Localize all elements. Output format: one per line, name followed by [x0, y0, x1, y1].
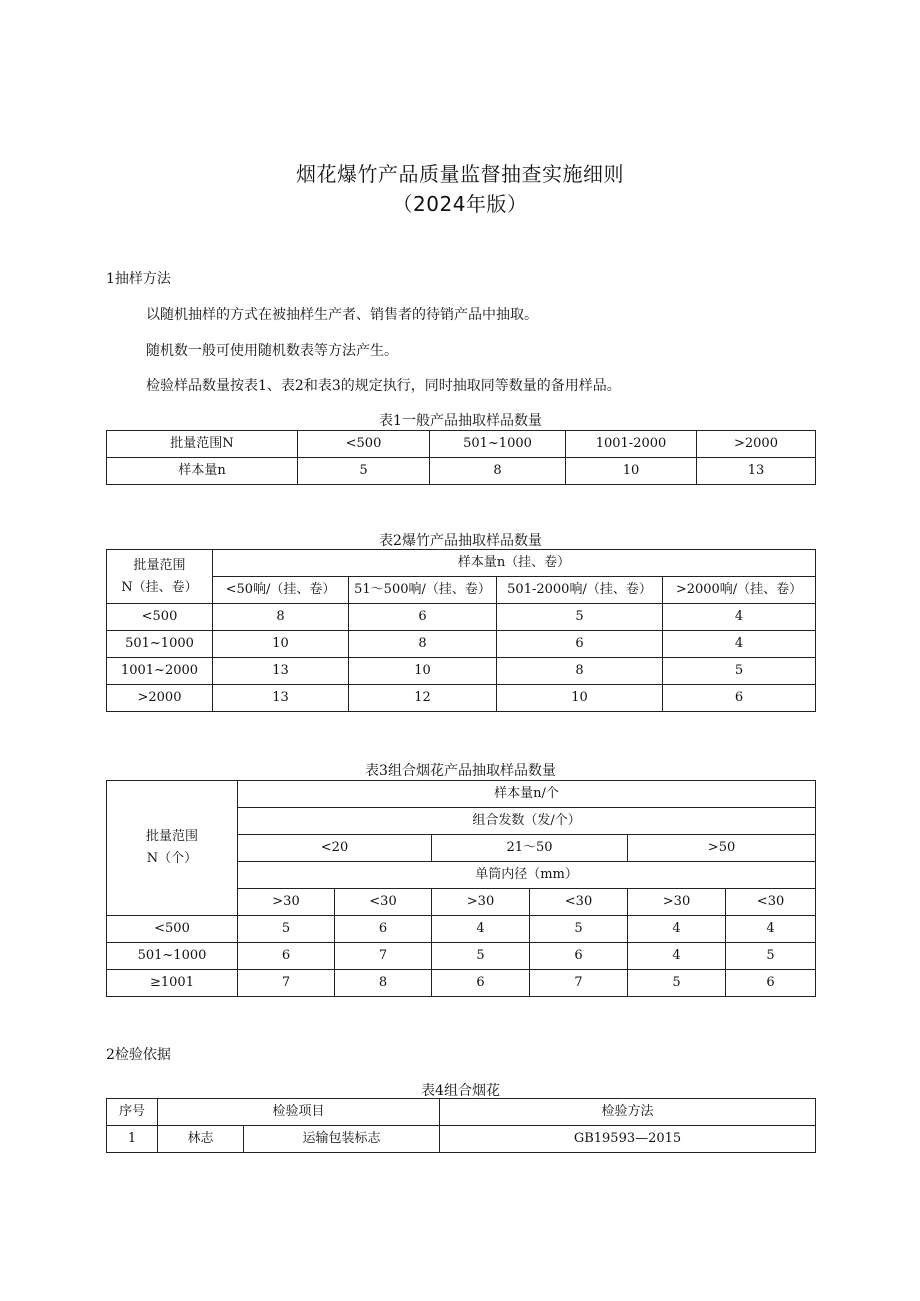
table-cell: 运输包装标志 [244, 1126, 440, 1153]
table-cell: GB19593—2015 [440, 1126, 816, 1153]
table-cell: 8 [335, 970, 432, 997]
table-cell: 4 [628, 943, 726, 970]
table-corner-cell [107, 781, 238, 916]
table-cell: 501~1000 [430, 431, 566, 458]
table-header-cell: >30 [238, 889, 335, 916]
table-cell: 5 [726, 943, 816, 970]
table-row-label: 501~1000 [107, 943, 238, 970]
table1 [106, 430, 816, 485]
table-header-cell: 21～50 [432, 835, 628, 862]
corner-line: 批量范围 [133, 557, 186, 573]
table-header-cell: 检验方法 [440, 1099, 816, 1126]
table-header-cell: 51～500响/（挂、卷） [349, 577, 497, 604]
table-row [107, 604, 816, 631]
table-row-label: <500 [107, 604, 213, 631]
table-header-cell: >30 [628, 889, 726, 916]
table-cell: 7 [530, 970, 628, 997]
table-cell: 4 [628, 916, 726, 943]
table-row [107, 685, 816, 712]
paragraph: 以随机抽样的方式在被抽样生产者、销售者的待销产品中抽取。 [146, 307, 538, 323]
section-heading-sampling: 1抽样方法 [106, 271, 171, 287]
table-cell: 13 [213, 685, 349, 712]
table-row [107, 631, 816, 658]
table-cell: 8 [349, 631, 497, 658]
table-group-header: 单筒内径（mm） [238, 862, 816, 889]
section-heading-basis: 2检验依据 [106, 1047, 171, 1063]
table-cell: 6 [432, 970, 530, 997]
table-group-header: 组合发数（发/个） [238, 808, 816, 835]
table-header-cell: 样本量n [107, 458, 298, 485]
table1-caption: 表1一般产品抽取样品数量 [379, 413, 542, 429]
table-row [107, 550, 816, 577]
table-cell: 5 [298, 458, 430, 485]
table-cell: 5 [663, 658, 816, 685]
table4 [106, 1098, 816, 1153]
table-cell: 6 [349, 604, 497, 631]
table-cell: 6 [663, 685, 816, 712]
table-cell: 6 [335, 916, 432, 943]
table-header-cell: <20 [238, 835, 432, 862]
table-header-cell: >2000响/（挂、卷） [663, 577, 816, 604]
document-title: 烟花爆竹产品质量监督抽查实施细则 [296, 162, 624, 186]
table-cell: 林志 [158, 1126, 244, 1153]
table-cell: 4 [663, 604, 816, 631]
corner-line: 批量范围 [145, 829, 198, 844]
table-row [107, 970, 816, 997]
paragraph: 随机数一般可使用随机数表等方法产生。 [146, 343, 398, 359]
table-cell: >2000 [697, 431, 816, 458]
table-cell: 10 [349, 658, 497, 685]
table-row-label: <500 [107, 916, 238, 943]
table-row-label: ≥1001 [107, 970, 238, 997]
table-cell: 5 [530, 916, 628, 943]
corner-line: N（挂、卷） [121, 579, 198, 595]
table-corner-cell [107, 550, 213, 604]
table-row [107, 658, 816, 685]
table3-caption: 表3组合烟花产品抽取样品数量 [365, 763, 556, 779]
table-row [107, 1126, 816, 1153]
table-header-cell: 批量范围N [107, 431, 298, 458]
table-row [107, 916, 816, 943]
table-header-cell: <50响/（挂、卷） [213, 577, 349, 604]
table-cell: 12 [349, 685, 497, 712]
table-cell: 7 [335, 943, 432, 970]
table2 [106, 549, 816, 712]
table-header-cell: >30 [432, 889, 530, 916]
table-header-cell: 检验项目 [158, 1099, 440, 1126]
table-row [107, 431, 816, 458]
table-header-cell: <30 [726, 889, 816, 916]
table-cell: <500 [298, 431, 430, 458]
table-group-header: 样本量n（挂、卷） [213, 550, 816, 577]
table-cell: 8 [430, 458, 566, 485]
table-cell: 5 [628, 970, 726, 997]
document-subtitle: （2024年版） [392, 192, 528, 216]
table-cell: 6 [497, 631, 663, 658]
table-cell: 10 [213, 631, 349, 658]
table-cell: 1 [107, 1126, 158, 1153]
table-row-label: 501~1000 [107, 631, 213, 658]
table-header-cell: 序号 [107, 1099, 158, 1126]
table-row [107, 1099, 816, 1126]
table-row [107, 577, 816, 604]
table-header-cell: <30 [530, 889, 628, 916]
table2-caption: 表2爆竹产品抽取样品数量 [379, 533, 542, 549]
table-row-label: >2000 [107, 685, 213, 712]
table-cell: 6 [530, 943, 628, 970]
table-header-cell: <30 [335, 889, 432, 916]
corner-line: N（个） [146, 851, 198, 866]
table-row [107, 781, 816, 808]
table-cell: 5 [432, 943, 530, 970]
table-header-cell: 501-2000响/（挂、卷） [497, 577, 663, 604]
table-cell: 4 [726, 916, 816, 943]
table-row [107, 458, 816, 485]
paragraph: 检验样品数量按表1、表2和表3的规定执行，同时抽取同等数量的备用样品。 [146, 378, 621, 394]
table-cell: 8 [213, 604, 349, 631]
table-cell: 10 [566, 458, 697, 485]
table-cell: 1001-2000 [566, 431, 697, 458]
table-header-cell: >50 [628, 835, 816, 862]
table-cell: 4 [663, 631, 816, 658]
table-cell: 8 [497, 658, 663, 685]
table-group-header: 样本量n/个 [238, 781, 816, 808]
table-cell: 7 [238, 970, 335, 997]
table-row [107, 943, 816, 970]
table-cell: 5 [497, 604, 663, 631]
table-cell: 4 [432, 916, 530, 943]
table-cell: 6 [726, 970, 816, 997]
table4-caption: 表4组合烟花 [421, 1083, 500, 1099]
table-cell: 10 [497, 685, 663, 712]
table-cell: 13 [213, 658, 349, 685]
table-row-label: 1001~2000 [107, 658, 213, 685]
table-cell: 13 [697, 458, 816, 485]
table-cell: 6 [238, 943, 335, 970]
table3 [106, 780, 816, 997]
table-cell: 5 [238, 916, 335, 943]
